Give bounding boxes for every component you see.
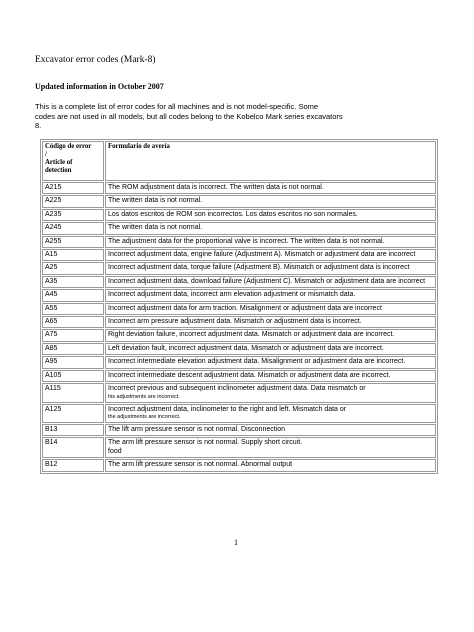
error-code-cell: A235 — [42, 209, 104, 221]
error-description-text: The written data is not normal. — [108, 224, 203, 232]
error-description-text: The lift arm pressure sensor is not normal. Disconnection — [108, 425, 286, 433]
error-code-cell: A95 — [42, 356, 104, 368]
error-code-cell: A25 — [42, 262, 104, 274]
error-description-cell — [105, 303, 436, 315]
table-header-row — [42, 141, 436, 181]
header-code-line: detection — [45, 167, 72, 174]
error-code-table — [40, 139, 438, 474]
error-description-cell — [105, 459, 436, 471]
page-title: Excavator error codes (Mark-8) — [35, 55, 156, 65]
table-row — [42, 356, 436, 368]
header-description-column: Formulario de avería — [105, 141, 436, 181]
error-description-cell — [105, 424, 436, 436]
error-description-text: Incorrect adjustment data, incorrect arm elevation adjustment or mismatch data. — [108, 291, 356, 299]
error-description-cell — [105, 343, 436, 355]
error-description-cell — [105, 404, 436, 423]
error-code-cell: A255 — [42, 236, 104, 248]
table-row — [42, 303, 436, 315]
error-description-cell — [105, 209, 436, 221]
table-row — [42, 404, 436, 423]
error-description-cell — [105, 182, 436, 194]
error-description-cell — [105, 316, 436, 328]
table-row — [42, 383, 436, 402]
header-code-line: Código de error — [45, 143, 92, 150]
error-code-cell: A105 — [42, 370, 104, 382]
error-description-cell — [105, 356, 436, 368]
error-description-cell — [105, 383, 436, 402]
table-row — [42, 249, 436, 261]
updated-note: Updated information in October 2007 — [35, 82, 164, 91]
error-description-continuation: the adjustments are incorrect. — [108, 413, 181, 420]
error-description-text: Left deviation fault, incorrect adjustment data. Mismatch or adjustment data are incorrect. — [108, 344, 384, 352]
error-description-text: The ROM adjustment data is incorrect. The written data is not normal. — [108, 184, 324, 191]
table-row — [42, 370, 436, 382]
error-description-text: The adjustment data for the proportional valve is incorrect. The written data is not normal. — [108, 237, 385, 245]
error-description-cell — [105, 222, 436, 234]
intro-text — [35, 102, 445, 131]
error-description-cell — [105, 276, 436, 288]
table-row — [42, 236, 436, 248]
error-code-cell: A35 — [42, 276, 104, 288]
error-code-cell: A245 — [42, 222, 104, 234]
error-description-cell — [105, 329, 436, 341]
table-body — [42, 182, 436, 472]
error-description-cell — [105, 249, 436, 261]
header-code-line: Article of — [45, 159, 73, 166]
table-row — [42, 424, 436, 436]
table-row — [42, 276, 436, 288]
error-code-table-container — [40, 139, 438, 474]
error-code-cell: A215 — [42, 182, 104, 194]
table-row — [42, 209, 436, 221]
error-description-text: Incorrect adjustment data, engine failure (Adjustment A). Mismatch or adjustment data are incorrect — [108, 251, 416, 259]
error-code-cell: B14 — [42, 437, 104, 458]
error-description-continuation: his adjustments are incorrect. — [108, 393, 180, 400]
error-description-cell — [105, 437, 436, 458]
table-row — [42, 459, 436, 471]
table-row — [42, 182, 436, 194]
error-code-cell: A75 — [42, 329, 104, 341]
error-description-text: Incorrect arm pressure adjustment data. Mismatch or adjustment data is incorrect. — [108, 318, 362, 326]
error-description-text: Incorrect adjustment data, inclinometer to the right and left. Mismatch data or — [108, 405, 347, 413]
table-row — [42, 343, 436, 355]
error-description-text: Incorrect adjustment data, download failure (Adjustment C). Mismatch or adjustment data are incorrect — [108, 277, 426, 285]
error-code-cell: A45 — [42, 289, 104, 301]
page-number: 1 — [234, 538, 238, 547]
error-description-text: Right deviation failure, incorrect adjustment data. Mismatch or adjustment data are incorrect. — [108, 331, 395, 339]
error-description-cell — [105, 370, 436, 382]
error-description-text: The written data is not normal. — [108, 197, 203, 205]
error-description-text: The arm lift pressure sensor is not normal. Abnormal output — [108, 461, 293, 469]
error-description-cell — [105, 289, 436, 301]
intro-line-3: 8. — [35, 121, 42, 130]
table-row — [42, 289, 436, 301]
error-code-cell: A115 — [42, 383, 104, 402]
error-code-cell: A225 — [42, 195, 104, 207]
error-description-continuation: food — [108, 447, 122, 455]
table-row — [42, 195, 436, 207]
error-description-text: Incorrect previous and subsequent inclinometer adjustment data. Data mismatch or — [108, 385, 366, 393]
error-code-cell: B13 — [42, 424, 104, 436]
intro-line-1: This is a complete list of error codes for all machines and is not model-specific. Some — [35, 102, 319, 111]
error-description-text: The arm lift pressure sensor is not normal. Supply short circuit. — [108, 439, 303, 447]
header-code-line: / — [45, 151, 47, 158]
error-code-cell: A65 — [42, 316, 104, 328]
error-description-cell — [105, 262, 436, 274]
error-description-text: Incorrect intermediate descent adjustment data. Mismatch or adjustment data are incorrect. — [108, 371, 391, 379]
table-row — [42, 437, 436, 458]
error-code-cell: B12 — [42, 459, 104, 471]
table-row — [42, 262, 436, 274]
table-row — [42, 329, 436, 341]
error-description-cell — [105, 236, 436, 248]
error-description-cell — [105, 195, 436, 207]
error-code-cell: A85 — [42, 343, 104, 355]
intro-line-2: codes are not used in all models, but all codes belong to the Kobelco Mark series excavators — [35, 111, 343, 121]
error-description-text: Incorrect adjustment data for arm traction. Misalignment or adjustment data are incorrect — [108, 304, 382, 312]
error-description-text: Los datos escritos de ROM son incorrectos. Los datos escritos no son normales. — [108, 210, 358, 218]
error-description-text: Incorrect intermediate elevation adjustment data. Misalignment or adjustment data are incorrect. — [108, 358, 406, 366]
error-code-cell: A125 — [42, 404, 104, 423]
error-code-cell: A15 — [42, 249, 104, 261]
header-code-column — [42, 141, 104, 181]
error-description-text: Incorrect adjustment data, torque failure (Adjustment B). Mismatch or adjustment data is incorrect — [108, 264, 410, 272]
table-row — [42, 222, 436, 234]
error-code-cell: A55 — [42, 303, 104, 315]
table-row — [42, 316, 436, 328]
